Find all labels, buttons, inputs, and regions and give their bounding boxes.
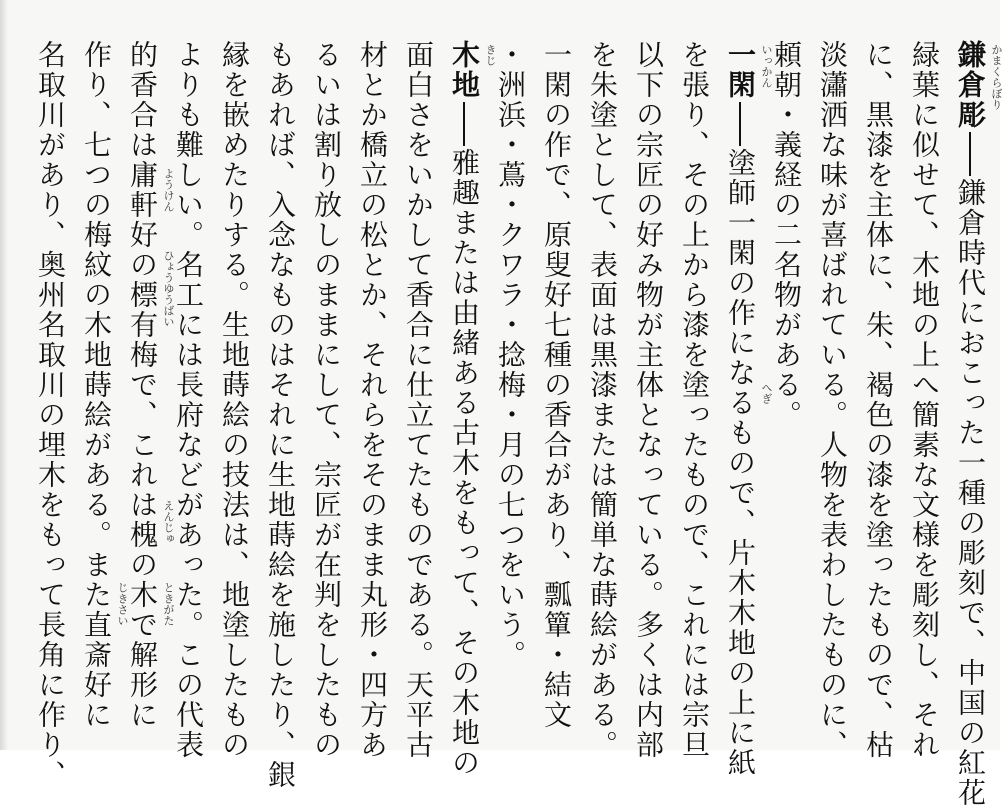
column-text: 頼朝・義経の二名物がある。 xyxy=(770,40,803,430)
column-text: 緑葉に似せて、木地の上へ簡素な文様を彫刻し、それ xyxy=(908,40,941,760)
column-text: るいは割り放しのままにして、宗匠が在判をしたもの xyxy=(310,40,343,760)
column-text: もあれば、入念なものはそれに生地蒔絵を施したり、銀 xyxy=(264,40,297,790)
column-text: 一閑の作で、原叟好七種の香合があり、瓢簞・結文 xyxy=(540,40,573,730)
column-text: 縁を嵌めたりする。生地蒔絵の技法は、地塗したもの xyxy=(218,40,251,760)
text-column xyxy=(536,40,576,740)
text-column xyxy=(76,40,116,740)
entry-dash-rule xyxy=(969,132,971,176)
ruby-enju: えんじゅ xyxy=(162,500,175,544)
column-text: 材とか橋立の松とか、それらをそのまま丸形・四方あ xyxy=(356,40,389,760)
text-column xyxy=(30,40,70,790)
text-column xyxy=(950,40,990,808)
ruby-jikisai: じきさい xyxy=(116,582,129,626)
text-column xyxy=(628,40,668,760)
text-column xyxy=(858,40,898,760)
text-column xyxy=(674,40,714,760)
entry-term-ikkan: 一閑 xyxy=(724,40,757,100)
column-text: ・洲浜・蔦・クワラ・捻梅・月の七つをいう。 xyxy=(494,40,527,670)
ruby-youken: ようけん xyxy=(162,168,175,212)
text-column xyxy=(904,40,944,760)
column-text: 鎌倉時代におこった一種の彫刻で、中国の紅花 xyxy=(954,178,987,808)
text-column xyxy=(444,40,484,778)
entry-dash-rule xyxy=(739,102,741,146)
text-column xyxy=(260,40,300,790)
column-text: に、黒漆を主体に、朱、褐色の漆を塗ったもので、枯 xyxy=(862,40,895,760)
column-text: 名取川があり、奥州名取川の埋木をもって長角に作り、 xyxy=(34,40,67,790)
column-text: を朱塗として、表面は黒漆または簡単な蒔絵がある。 xyxy=(586,40,619,760)
text-column xyxy=(122,40,162,740)
vertical-text-body xyxy=(10,40,990,808)
entry-term-kamakurabori: 鎌倉彫 xyxy=(954,40,987,130)
ruby-kiji: きじ xyxy=(484,44,497,66)
column-text: 塗師一閑の作になるもので、片木木地の上に紙 xyxy=(724,148,757,778)
column-text: 以下の宗匠の好み物が主体となっている。多くは内部 xyxy=(632,40,665,760)
column-text: 面白さをいかして香合に仕立てたものである。天平古 xyxy=(402,40,435,760)
entry-term-kiji: 木地 xyxy=(448,40,481,100)
ruby-tokigata: ときがた xyxy=(162,582,175,626)
ruby-hegi: へぎ xyxy=(760,382,773,404)
ruby-hyouyuubai: ひょうゆうばい xyxy=(162,250,175,327)
text-column xyxy=(490,40,530,740)
text-column xyxy=(582,40,622,760)
column-text: を張り、その上から漆を塗ったもので、これには宗旦 xyxy=(678,40,711,760)
scan-shadow-edge xyxy=(0,0,8,750)
ruby-ikkan: いっかん xyxy=(760,44,773,88)
column-text: 的香合は庸軒好の標有梅で、これは槐の木で解形に xyxy=(126,40,159,730)
text-column xyxy=(812,40,852,760)
column-text: 雅趣または由緒ある古木をもって、その木地の xyxy=(448,148,481,778)
column-text: 淡瀟洒な味が喜ばれている。人物を表わしたものに、 xyxy=(816,40,849,760)
text-column xyxy=(352,40,392,760)
entry-dash-rule xyxy=(463,102,465,146)
text-column xyxy=(214,40,254,760)
text-column xyxy=(398,40,438,760)
text-column xyxy=(306,40,346,760)
text-column xyxy=(720,40,760,778)
text-column xyxy=(168,40,208,760)
column-text: よりも難しい。名工には長府などがあった。この代表 xyxy=(172,40,205,760)
ruby-kamakurabori: かまくらぼり xyxy=(990,44,1003,110)
column-text: 作り、七つの梅紋の木地蒔絵がある。また直斎好に xyxy=(80,40,113,730)
